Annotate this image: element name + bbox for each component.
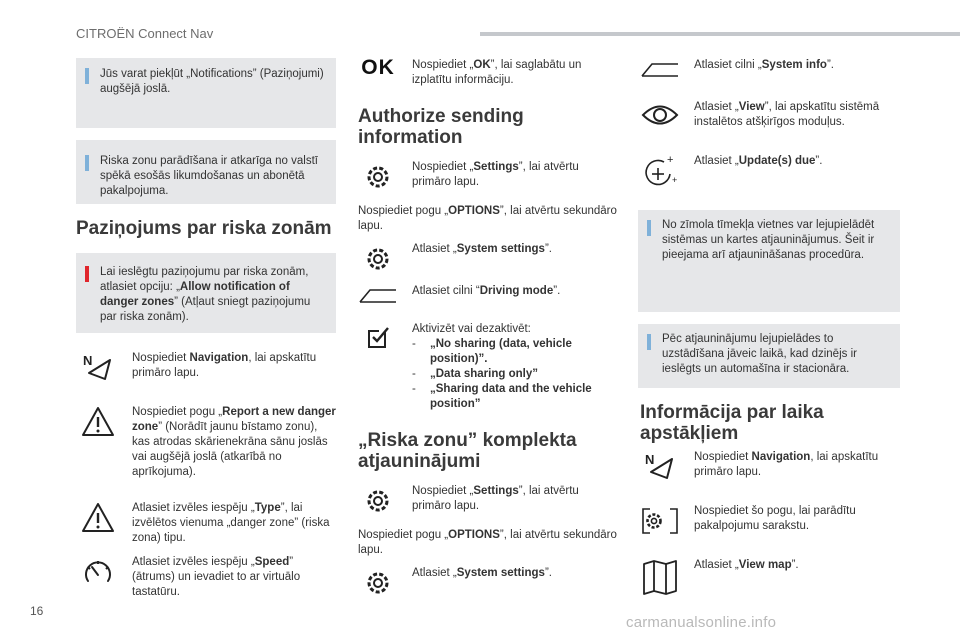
settings-gear-icon (356, 566, 400, 602)
step-view-map: Atlasiet „View map”. (638, 558, 900, 598)
svg-text:+: + (667, 154, 674, 166)
step-navigation: N Nospiediet Navigation, lai apskatītu primāro lapu. (76, 351, 336, 395)
info-marker (647, 220, 651, 236)
info-box-risk-zones (76, 140, 336, 204)
step-settings-2: Nospiediet „Settings”, lai atvērtu primāro lapu. (356, 484, 618, 520)
warning-box (76, 253, 336, 333)
activate-text: Aktivizēt vai dezaktivēt: (412, 323, 531, 335)
step-activate (356, 322, 618, 410)
page-number: 16 (30, 604, 44, 618)
section-heading: „Riska zonu” komplekta atjauninājumi (358, 430, 577, 472)
warning-text: Lai ieslēgtu paziņojumu par riska zonām, atlasiet opciju: „Allow notification of danger zones” (Atļaut sniegt paziņojumu par riska zonām). (100, 266, 311, 323)
info-marker (85, 68, 89, 84)
services-gear-icon (638, 504, 682, 540)
ok-icon: OK (361, 56, 395, 79)
column-2 (356, 58, 618, 602)
step-system-settings-2: Atlasiet „System settings”. (356, 566, 618, 602)
info-text: Jūs varat piekļūt „Notifications” (Paziņojumi) augšējā joslā. (100, 68, 324, 95)
eye-icon (638, 100, 682, 136)
step-ok: OK Nospiediet „OK”, lai saglabātu un izplatītu informāciju. (356, 58, 618, 98)
watermark: carmanualsonline.info (626, 614, 777, 631)
step-report-danger: Nospiediet pogu „Report a new danger zone” (Norādīt jaunu bīstamo zonu), kas atrodas skārienekrāna sānu joslās vai augšējā joslā (atkarībā no aprīkojuma). (76, 405, 336, 493)
info-box-updates (638, 210, 900, 312)
info-marker (647, 334, 651, 350)
section-heading: Authorize sending information (358, 106, 524, 148)
step-speed: Atlasiet izvēles iespēju „Speed” (ātrums) un ievadiet to ar virtuālo tastatūru. (76, 555, 336, 601)
info-text: Pēc atjauninājumu lejupielādes to uzstādīšana jāveic laikā, kad dzinējs ir ieslēgts un automašīna ir stacionāra. (662, 333, 857, 375)
header-title: CITROËN Connect Nav (76, 26, 214, 41)
step-settings: Nospiediet „Settings”, lai atvērtu primāro lapu. (356, 160, 618, 196)
warning-triangle-icon (76, 405, 120, 441)
speedometer-icon (76, 555, 120, 591)
section-heading: Paziņojums par riska zonām (76, 218, 332, 239)
checkbox-icon (356, 322, 400, 358)
tab-icon (356, 284, 400, 320)
info-box-notifications (76, 58, 336, 128)
step-services-list: Nospiediet šo pogu, lai parādītu pakalpojumu sarakstu. (638, 504, 900, 552)
options-paragraph: Nospiediet pogu „OPTIONS”, lai atvērtu sekundāro lapu. (358, 205, 617, 232)
tab-icon (638, 58, 682, 94)
option-item: - „Sharing data and the vehicle position” (412, 383, 592, 410)
info-text: Riska zonu parādīšana ir atkarīga no valstī spēkā esošās likumdošanas un abonētā pakalpojuma. (100, 155, 318, 197)
column-3 (638, 58, 900, 598)
navigation-icon (76, 351, 120, 387)
step-updates-due: + + Atlasiet „Update(s) due”. (638, 154, 900, 204)
step-type: Atlasiet izvēles iespēju „Type”, lai izvēlētos vienuma „danger zone” (riska zona) tipu. (76, 501, 336, 547)
info-marker (85, 155, 89, 171)
info-box-install (638, 324, 900, 388)
svg-text:N: N (645, 452, 655, 467)
warning-triangle-icon (76, 501, 120, 537)
step-system-info: Atlasiet cilni „System info”. (638, 58, 900, 96)
header-rule (480, 32, 960, 36)
navigation-icon (638, 450, 682, 486)
section-heading: Informācija par laika apstākļiem (640, 402, 824, 444)
options-paragraph: Nospiediet pogu „OPTIONS”, lai atvērtu sekundāro lapu. (358, 529, 617, 556)
column-1 (76, 58, 336, 601)
svg-text:+: + (672, 175, 678, 185)
warning-marker (85, 266, 89, 282)
update-plus-icon (638, 154, 682, 190)
step-system-settings: Atlasiet „System settings”. (356, 242, 618, 280)
step-driving-mode: Atlasiet cilni “Driving mode”. (356, 284, 618, 318)
settings-gear-icon (356, 160, 400, 196)
map-icon (638, 558, 682, 594)
step-view: Atlasiet „View”, lai apskatītu sistēmā instalētos atšķirīgos moduļus. (638, 100, 900, 154)
option-item: - „No sharing (data, vehicle position)”. (412, 338, 572, 365)
info-text: No zīmola tīmekļa vietnes var lejupielādēt sistēmas un kartes atjauninājumus. Šeit ir pieejama arī atjaunināšanas procedūra. (662, 219, 875, 261)
step-navigation-weather: N Nospiediet Navigation, lai apskatītu primāro lapu. (638, 450, 900, 498)
option-item: - „Data sharing only” (412, 368, 538, 380)
settings-gear-icon (356, 242, 400, 278)
settings-gear-icon (356, 484, 400, 520)
svg-text:N: N (83, 353, 93, 368)
